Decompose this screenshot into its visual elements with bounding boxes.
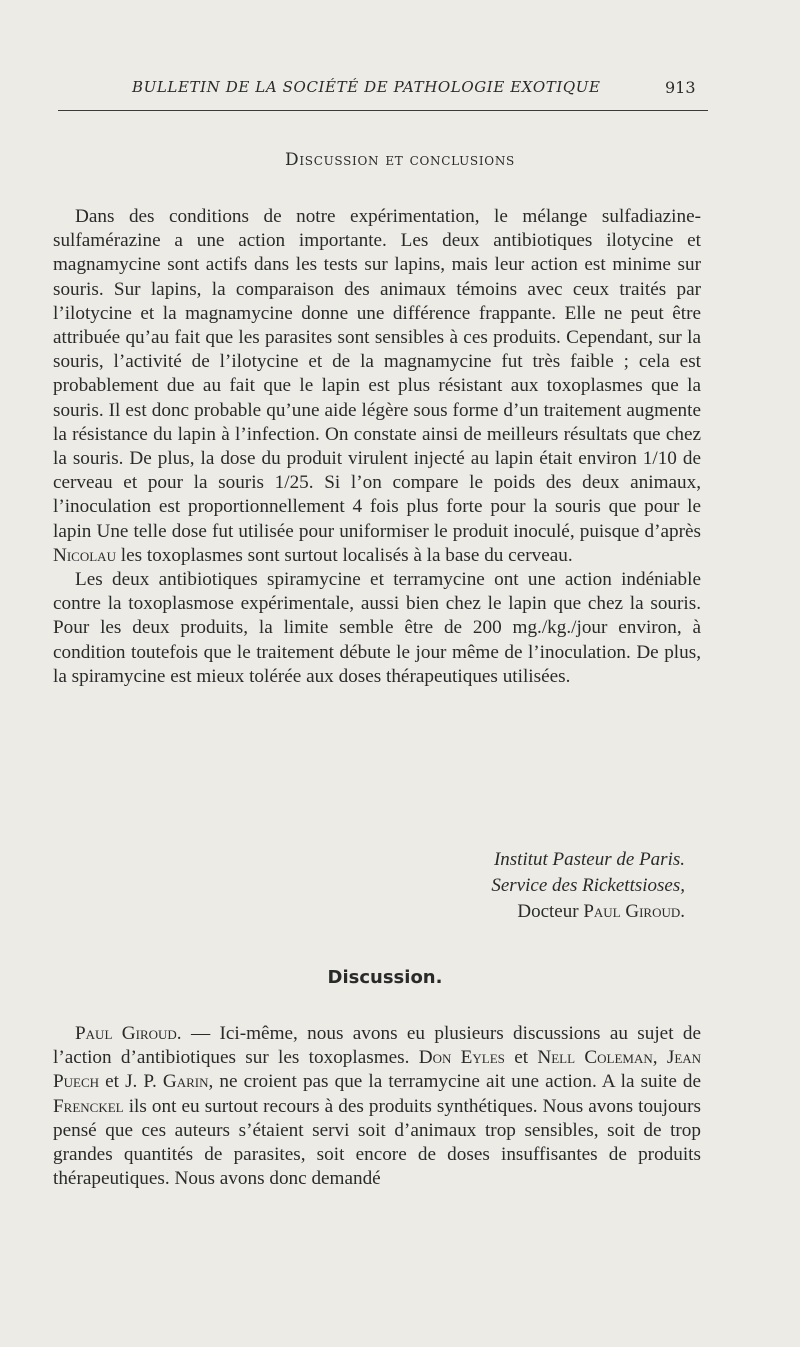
author-nicolau: Nicolau xyxy=(53,544,116,566)
paragraph-1-end: les toxoplasmes sont surtout localisés à la base du cerveau. xyxy=(120,544,573,566)
section-title-conclusions: Discussion et conclusions xyxy=(285,150,515,170)
author-nell-coleman: Nell Coleman xyxy=(537,1047,653,1069)
author-frenckel: Frenckel xyxy=(53,1095,124,1117)
running-head-title: BULLETIN DE LA SOCIÉTÉ DE PATHOLOGIE EXOTIQUE xyxy=(132,78,601,96)
discussion-speaker: Paul Giroud. xyxy=(75,1023,182,1044)
discussion-text-3: , xyxy=(652,1047,658,1069)
signature-author xyxy=(0,899,685,925)
discussion-text-4: et J. P. xyxy=(105,1071,157,1093)
discussion-text-1: — Ici-même, nous avons eu plusieurs discussions au sujet de l’action d’antibiotiques sur les toxoplasmes. xyxy=(53,1023,702,1069)
author-jean-puech: Jean Puech xyxy=(53,1047,702,1093)
discussion-paragraph xyxy=(53,1022,701,1191)
signature-block xyxy=(0,847,685,925)
signature-author-title: Docteur xyxy=(517,901,579,922)
header-rule xyxy=(58,110,708,111)
discussion-body xyxy=(53,1022,701,1191)
discussion-heading: Discussion. xyxy=(327,967,443,988)
paragraph-1-text: Dans des conditions de notre expérimentation, le mélange sulfadiazine-sulfamérazine a une action importante. Les deux antibiotiques ilotycine et magnamycine sont actifs dans les tests sur lapins, mais leur action est minime sur souris. Sur lapins, la comparaison des animaux témoins avec ceux traités par l’ilotycine et la magnamycine donne une différence frappante. Elle ne peut être attribuée qu’au fait que les parasites sont sensibles à ces produits. Cependant, sur la souris, l’activité de l’ilotycine et de la magnamycine fut très faible ; cela est probablement due au fait que le lapin est plus résistant aux toxoplasmes que la souris. Il est donc probable qu’une aide légère sous forme d’un traitement augmente la résistance du lapin à l’infection. On constate ainsi de meilleurs résultats que chez la souris. De plus, la dose du produit virulent injecté au lapin était environ 1/10 de cerveau et pour la souris 1/25. Si l’on compare le poids des deux animaux, l’inoculation est proportionnellement 4 fois plus forte pour la souris que pour le lapin Une telle dose fut utilisée pour uniformiser le produit inoculé, puisque d’après xyxy=(53,206,701,542)
page-number: 913 xyxy=(665,78,696,97)
signature-institute: Institut Pasteur de Paris. xyxy=(493,849,685,870)
paragraph-2: Les deux antibiotiques spiramycine et terramycine ont une action indéniable contre la toxoplasmose expérimentale, aussi bien chez le lapin que chez la souris. Pour les deux produits, la limite semble être de 200 mg./kg./jour environ, à condition toutefois que le traitement débute le jour même de l’inoculation. De plus, la spiramycine est mieux tolérée aux doses thérapeutiques utilisées. xyxy=(53,569,701,687)
signature-service: Service des Rickettsioses, xyxy=(491,875,685,896)
conclusions-body xyxy=(53,205,701,689)
author-don-eyles: Don Eyles xyxy=(418,1047,505,1069)
discussion-text-6: ils ont eu surtout recours à des produits synthétiques. Nous avons toujours pensé que ces auteurs s’étaient servi soit d’animaux trop sensibles, soit de trop grandes quantités de parasites, soit encore de doses insuffisantes de produits thérapeutiques. Nous avons donc demandé xyxy=(53,1095,702,1190)
paragraph-1 xyxy=(53,205,701,568)
author-garin: Garin xyxy=(162,1071,209,1093)
discussion-text-5: , ne croient pas que la terramycine ait une action. A la suite de xyxy=(208,1071,702,1093)
discussion-text-2: et xyxy=(514,1047,529,1069)
signature-author-name: Paul Giroud. xyxy=(583,901,685,922)
